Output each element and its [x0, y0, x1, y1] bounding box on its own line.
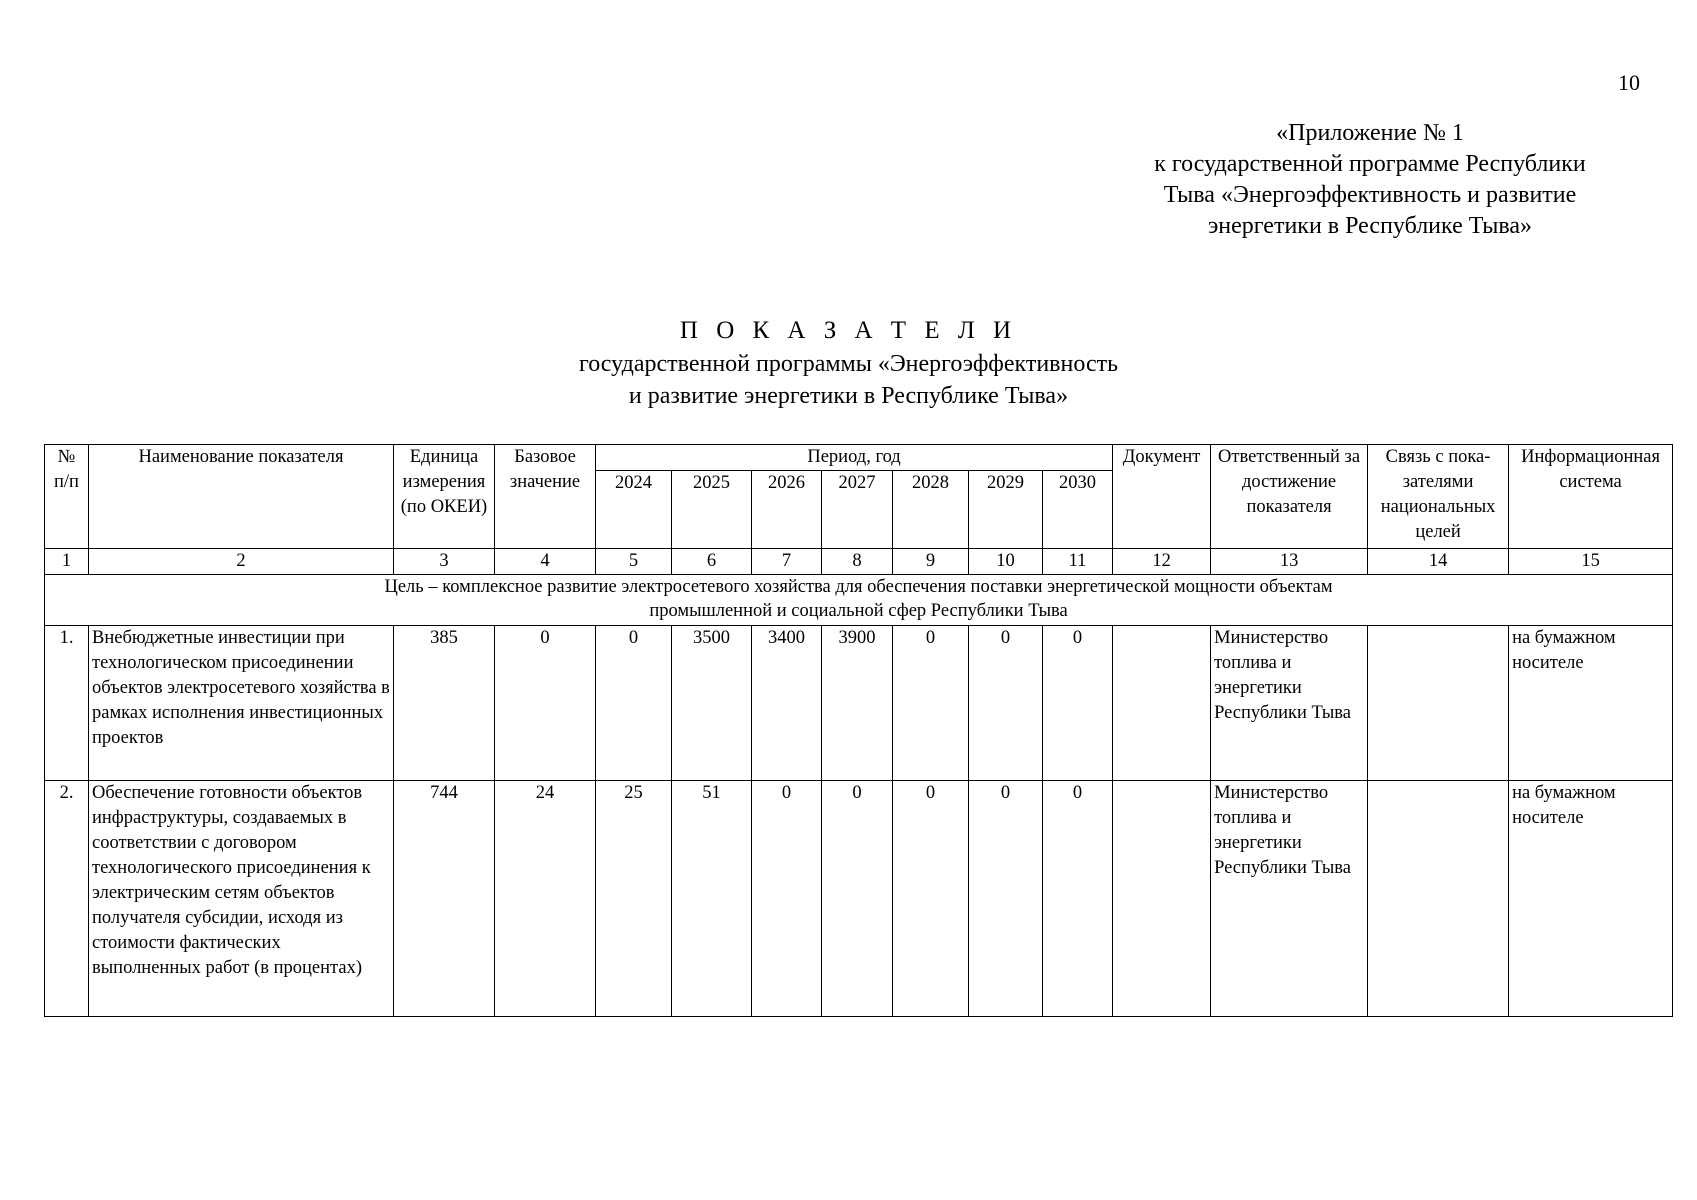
header-unit: Единица измерения (по ОКЕИ) — [394, 445, 495, 549]
column-number: 8 — [822, 549, 893, 575]
table-row — [45, 781, 1673, 1017]
document-subtitle-line: государственной программы «Энергоэффективность — [578, 351, 1119, 377]
table-row — [45, 626, 1673, 781]
column-number: 1 — [45, 549, 89, 575]
column-number: 10 — [969, 549, 1043, 575]
year-value: 0 — [752, 781, 822, 1017]
annex-line: к государственной программе Республики — [1154, 151, 1586, 177]
header-name: Наименование показателя — [89, 445, 394, 549]
document-cell — [1113, 626, 1211, 781]
page-number: 10 — [1618, 70, 1640, 95]
link-cell — [1368, 626, 1509, 781]
header-num: № п/п — [45, 445, 89, 549]
header-year: 2029 — [969, 471, 1043, 549]
link-cell — [1368, 781, 1509, 1017]
year-value: 0 — [893, 626, 969, 781]
unit-code: 385 — [394, 626, 495, 781]
unit-code: 744 — [394, 781, 495, 1017]
document-title: П О К А З А Т Е Л И — [679, 317, 1018, 344]
year-value: 0 — [1043, 626, 1113, 781]
info-system-cell: на бумажном носителе — [1509, 626, 1673, 781]
base-value: 0 — [495, 626, 596, 781]
header-year: 2027 — [822, 471, 893, 549]
year-value: 0 — [969, 626, 1043, 781]
header-responsible: Ответственный за достижение показателя — [1211, 445, 1368, 549]
year-value: 51 — [672, 781, 752, 1017]
header-document: Документ — [1113, 445, 1211, 549]
responsible-cell: Министерство топлива и энергетики Республики Тыва — [1211, 781, 1368, 1017]
responsible-cell: Министерство топлива и энергетики Республики Тыва — [1211, 626, 1368, 781]
indicator-name: Внебюджетные инвестиции при технологическом присоединении объектов электросетевого хозяйства в рамках исполнения инвестиционных проектов — [89, 626, 394, 781]
column-number: 6 — [672, 549, 752, 575]
indicator-name: Обеспечение готовности объектов инфраструктуры, создаваемых в соответствии с договором технологического присоединения к электрическим сетям объектов получателя субсидии, исходя из стоимости фактических выполненных работ (в процентах) — [89, 781, 394, 1017]
year-value: 0 — [893, 781, 969, 1017]
column-number: 9 — [893, 549, 969, 575]
column-number: 13 — [1211, 549, 1368, 575]
header-year: 2030 — [1043, 471, 1113, 549]
header-period: Период, год — [596, 445, 1113, 471]
header-year: 2025 — [672, 471, 752, 549]
column-number: 4 — [495, 549, 596, 575]
document-cell — [1113, 781, 1211, 1017]
header-year: 2026 — [752, 471, 822, 549]
header-year: 2024 — [596, 471, 672, 549]
year-value: 3400 — [752, 626, 822, 781]
annex-note — [1080, 118, 1660, 242]
column-number: 2 — [89, 549, 394, 575]
goal-text: Цель – комплексное развитие электросетевого хозяйства для обеспечения поставки энергетической мощности объектам промышленной и социальной сфер Республики Тыва — [45, 575, 1673, 626]
column-number: 5 — [596, 549, 672, 575]
column-number: 15 — [1509, 549, 1673, 575]
year-value: 0 — [969, 781, 1043, 1017]
base-value: 24 — [495, 781, 596, 1017]
header-year: 2028 — [893, 471, 969, 549]
row-num: 1. — [45, 626, 89, 781]
header-base: Базовое значение — [495, 445, 596, 549]
year-value: 0 — [1043, 781, 1113, 1017]
document-subtitle-line: и развитие энергетики в Республике Тыва» — [628, 383, 1069, 409]
column-number-row — [45, 549, 1673, 575]
column-number: 12 — [1113, 549, 1211, 575]
annex-line: энергетики в Республике Тыва» — [1207, 213, 1532, 239]
column-number: 14 — [1368, 549, 1509, 575]
table-header-row — [45, 445, 1673, 471]
document-heading — [0, 314, 1697, 412]
column-number: 7 — [752, 549, 822, 575]
info-system-cell: на бумажном носителе — [1509, 781, 1673, 1017]
indicators-table — [44, 444, 1673, 1017]
year-value: 25 — [596, 781, 672, 1017]
year-value: 0 — [822, 781, 893, 1017]
header-info-system: Информационная система — [1509, 445, 1673, 549]
annex-line: Тыва «Энергоэффективность и развитие — [1163, 182, 1577, 208]
column-number: 3 — [394, 549, 495, 575]
column-number: 11 — [1043, 549, 1113, 575]
header-link: Связь с показателями национальных целей — [1368, 445, 1509, 549]
year-value: 3900 — [822, 626, 893, 781]
year-value: 3500 — [672, 626, 752, 781]
year-value: 0 — [596, 626, 672, 781]
row-num: 2. — [45, 781, 89, 1017]
annex-line: «Приложение № 1 — [1276, 120, 1464, 146]
goal-row — [45, 575, 1673, 626]
